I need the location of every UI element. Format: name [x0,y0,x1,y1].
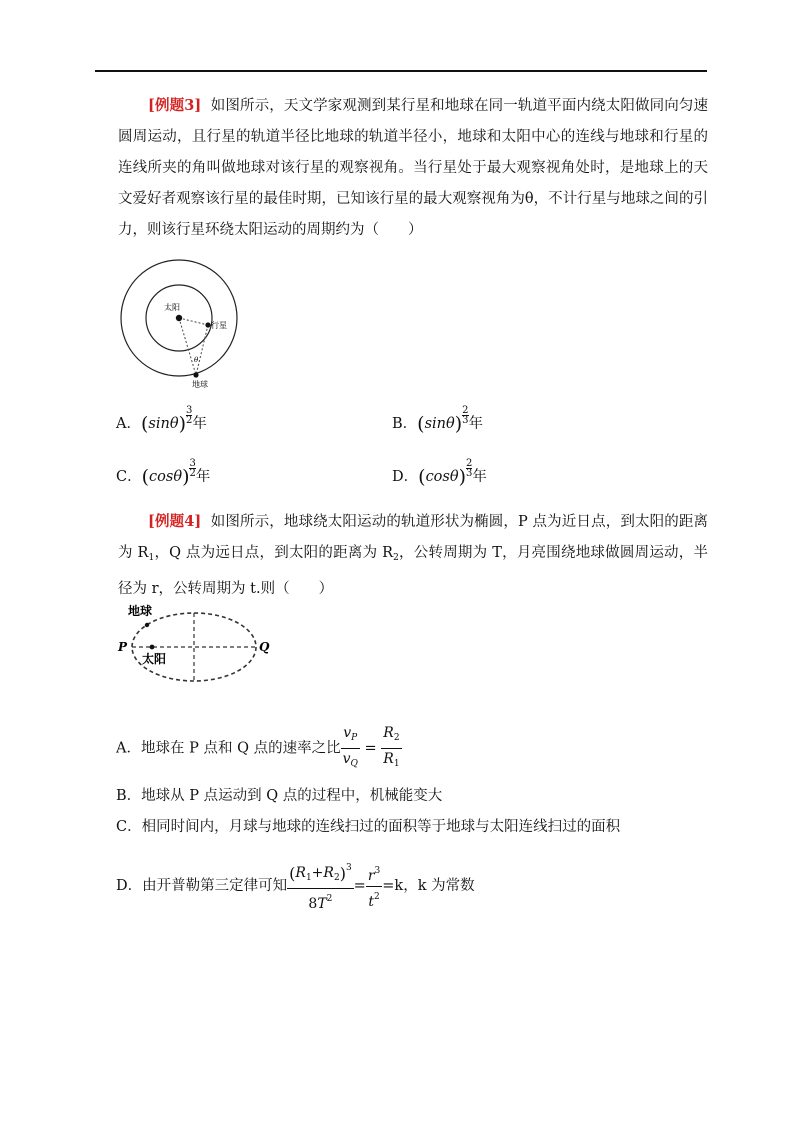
expo-den: 2 [185,415,193,426]
expo-den: 3 [462,415,469,426]
sun-dot [176,315,182,321]
option-func: cosθ [149,469,183,485]
var-v: v [342,751,351,767]
expo-num: 3 [189,458,196,469]
option-text: 地球在 P 点和 Q 点的速率之比 [140,740,341,757]
sub-two: 2 [393,733,400,743]
expo-den: 3 [466,468,473,479]
option-func: sinθ [424,416,455,432]
q-label: Q [259,640,270,654]
ex3-text: 如图所示，天文学家观测到某行星和地球在同一轨道平面内绕太阳做同向匀速圆周运动，且行星的轨道半径比地球的轨道半径小，地球和太阳中心的连线与地球和行星的连线所夹的角叫做地球对该行星的观察视角。当行星处于最大观察视角处时，是地球上的天文爱好者观察该行星的最佳时期，已知该行星的最大观察视角为θ，不计行星与地球之间的引力，则该行星环绕太阳运动的周期约为（ ） [118,98,708,238]
expo-den: 2 [189,468,196,479]
ex4-option-d[interactable]: D．由开普勒第三定律可知 $\frac{(R_1+R_2)^3}{8T^2}$ = $\frac{r^3}{t^2}$ =k，k 为常数 [116,858,475,914]
sup-cube: 3 [374,865,381,876]
equals-sign: = [382,878,395,894]
ex3-question [118,90,708,246]
ex4-option-a[interactable]: A．地球在 P 点和 Q 点的速率之比 $\frac{v_P}{v_Q}$ = $\frac{R_2}{R_1}$ [116,725,400,769]
var-v: v [343,725,352,741]
sun-label: 太阳 [164,303,180,312]
planet-dot [205,322,210,327]
option-letter: B． [392,416,418,432]
option-letter: D． [116,878,143,894]
sun-earth-line [179,318,196,375]
sun-dot [150,645,155,650]
var-r: R [323,865,334,881]
header-rule [95,70,707,72]
ex3-option-d[interactable]: D．(cosθ) $\frac{2}{3}$ 年 [392,458,487,488]
p-label: P [118,640,128,654]
sup-square: 2 [326,894,333,904]
sub-one: 1 [305,873,312,883]
ex3-option-b[interactable]: B．(sinθ) $\frac{2}{3}$ 年 [392,405,484,435]
var-r-small: r [367,867,375,884]
planet-label: 行星 [211,321,227,330]
ex4-option-b[interactable] [116,786,442,806]
ex4-text-3: ，公转周期为 T，月亮围绕地球做圆周运动，半径为 r，公转周期为 t.则（ ） [118,545,709,597]
var-r: R [383,725,394,741]
option-letter: A． [116,416,141,432]
option-letter: B． [116,788,142,804]
ex4-tag: [例题4] [148,513,202,530]
option-text-post: k，k 为常数 [394,878,475,894]
sup-cube: 3 [345,863,352,873]
expo-num: 2 [466,458,473,469]
var-t-small: t [368,893,374,910]
angle-label: θ [194,356,199,364]
planet-earth-line [196,325,208,375]
ex4-option-c[interactable] [116,817,620,837]
sun-label: 太阳 [142,652,167,666]
ex4-text-1: 如图所示，地球绕太阳运动的轨道形状为椭圆，P 点为近日点，到太阳的距离为 R [118,514,709,561]
option-letter: C． [116,469,142,485]
expo-num: 3 [185,405,193,416]
option-text: 地球从 P 点运动到 Q 点的过程中，机械能变大 [141,788,443,804]
option-unit: 年 [192,416,207,432]
ex4-question [118,506,708,605]
earth-label: 地球 [192,380,208,389]
num-eight: 8 [308,896,318,912]
ex4-ellipse-figure [112,600,274,692]
sub-q: Q [350,759,358,769]
earth-dot [145,623,149,627]
option-letter: D． [392,469,419,485]
option-func: cosθ [425,469,459,485]
ex4-sub-2: 2 [393,553,399,563]
plus-sign: + [311,865,324,881]
sub-p: P [351,733,358,743]
option-letter: C． [116,819,142,835]
ex4-sub-1: 1 [148,553,155,563]
sup-square: 2 [374,891,380,902]
option-unit: 年 [195,469,211,485]
option-unit: 年 [468,416,484,432]
equals-sign: = [353,878,366,894]
earth-dot [193,372,198,377]
var-t-big: T [317,896,327,912]
ex3-tag: [例题3] [148,97,202,114]
var-r: R [383,751,394,767]
ex3-option-c[interactable]: C．(cosθ) $\frac{3}{2}$ 年 [116,458,211,488]
option-text: 相同时间内，月球与地球的连线扫过的面积等于地球与太阳连线扫过的面积 [141,819,621,835]
expo-num: 2 [462,405,469,416]
ex3-orbit-figure [112,258,252,393]
sun-planet-line [179,318,208,325]
var-r: R [295,865,306,881]
ex4-text-2: ，Q 点为远日点，到太阳的距离为 R [154,545,394,561]
option-text-pre: 由开普勒第三定律可知 [142,878,288,894]
earth-label: 地球 [128,604,153,618]
sub-one: 1 [393,759,400,769]
ex3-option-a[interactable]: A．(sinθ) $\frac{3}{2}$ 年 [116,405,207,435]
option-letter: A． [116,740,141,757]
sub-two: 2 [333,873,340,883]
option-func: sinθ [148,416,179,432]
option-unit: 年 [472,469,487,485]
